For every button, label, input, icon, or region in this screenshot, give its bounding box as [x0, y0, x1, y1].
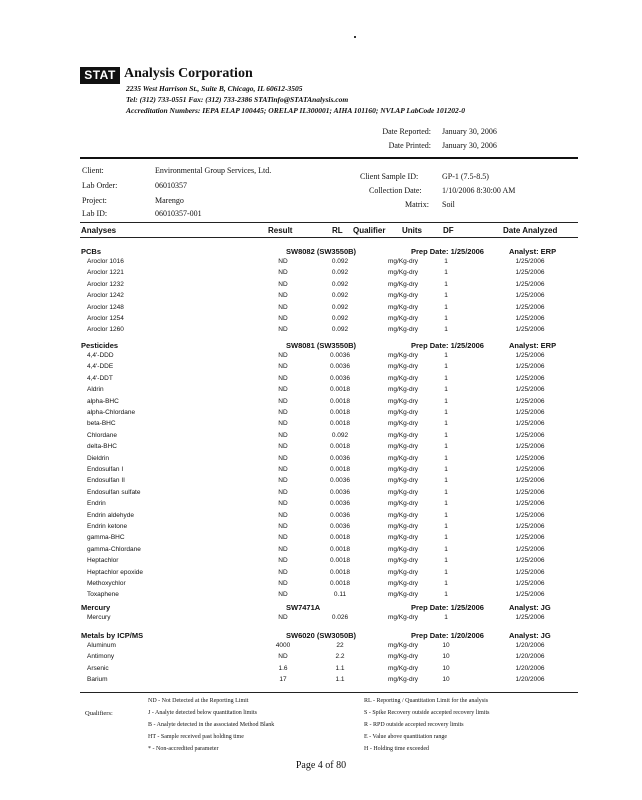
result-value: ND	[278, 315, 288, 322]
analyte-name: 4,4'-DDD	[87, 352, 114, 359]
date-analyzed: 1/25/2006	[515, 568, 545, 576]
client-value: Environmental Group Services, Ltd.	[155, 166, 272, 175]
reporting-limit: 0.092	[331, 292, 349, 300]
section-analyst: Analyst: JG	[509, 603, 551, 612]
qualifier-note: R - RPD outside accepted recovery limits	[364, 722, 464, 728]
dilution-factor: 1	[444, 580, 448, 587]
reporting-limit: 0.092	[331, 258, 349, 265]
section-analyst: Analyst: JG	[509, 631, 551, 640]
units-value: mg/Kg-dry	[388, 591, 418, 599]
page-number: Page 4 of 80	[295, 760, 347, 771]
dilution-factor: 10	[442, 653, 450, 661]
result-value: ND	[278, 269, 288, 277]
scan-speck	[354, 36, 356, 38]
analyte-name: gamma-BHC	[87, 534, 125, 542]
date-analyzed: 1/25/2006	[515, 352, 545, 359]
qualifiers-label: Qualifiers:	[85, 710, 113, 717]
date-analyzed: 1/25/2006	[515, 363, 545, 371]
reporting-limit: 0.0036	[330, 363, 350, 371]
date-analyzed: 1/20/2006	[515, 664, 545, 672]
results-end-divider	[80, 692, 578, 693]
dilution-factor: 1	[444, 280, 448, 288]
result-value: ND	[278, 557, 288, 565]
dilution-factor: 1	[444, 397, 448, 405]
accreditation-numbers: Accreditation Numbers: IEPA ELAP 100445; ORELAP IL300001; AIHA 101160; NVLAP LabCode 101202-0	[126, 106, 465, 115]
reporting-limit: 0.092	[331, 315, 349, 322]
analyte-name: Heptachlor epoxide	[87, 568, 144, 576]
units-value: mg/Kg-dry	[388, 523, 418, 530]
result-value: ND	[278, 386, 288, 394]
date-analyzed: 1/25/2006	[515, 326, 545, 334]
analyte-name: Dieldrin	[87, 454, 110, 462]
dilution-factor: 1	[444, 431, 448, 439]
dilution-factor: 1	[444, 488, 448, 496]
date-analyzed: 1/25/2006	[515, 523, 545, 530]
reporting-limit: 0.0018	[330, 545, 350, 553]
units-value: mg/Kg-dry	[388, 557, 418, 565]
reporting-limit: 0.0018	[330, 386, 350, 394]
reporting-limit: 0.0036	[330, 477, 350, 485]
qualifier-note: RL - Reporting / Quantitation Limit for the analysis	[364, 698, 489, 704]
col-qualifier: Qualifier	[353, 226, 386, 235]
dilution-factor: 1	[444, 292, 448, 300]
reporting-limit: 0.092	[331, 326, 349, 334]
dilution-factor: 1	[444, 557, 448, 565]
result-value: ND	[278, 511, 288, 519]
units-value: mg/Kg-dry	[388, 488, 418, 496]
reporting-limit: 0.0018	[330, 409, 350, 416]
lab-order-label: Lab Order:	[82, 181, 118, 190]
dilution-factor: 1	[444, 363, 448, 371]
units-value: mg/Kg-dry	[388, 374, 418, 382]
reporting-limit: 0.026	[331, 614, 349, 621]
reporting-limit: 0.0036	[330, 488, 350, 496]
analyte-name: Methoxychlor	[87, 580, 126, 587]
company-contact: Tel: (312) 733-0551 Fax: (312) 733-2386 STATinfo@STATAnalysis.com	[126, 95, 349, 104]
result-value: ND	[278, 303, 288, 311]
col-result: Result	[268, 226, 293, 235]
date-analyzed: 1/25/2006	[515, 420, 545, 428]
date-printed-label: Date Printed:	[388, 141, 431, 150]
reporting-limit: 22	[336, 642, 344, 649]
lab-id-label: Lab ID:	[82, 209, 108, 218]
units-value: mg/Kg-dry	[388, 653, 418, 661]
result-value: ND	[278, 614, 288, 621]
client-sample-id-label: Client Sample ID:	[360, 172, 419, 181]
section-title: Pesticides	[81, 341, 119, 350]
dilution-factor: 1	[444, 545, 448, 553]
units-value: mg/Kg-dry	[388, 258, 418, 265]
client-sample-id-value: GP-1 (7.5-8.5)	[442, 172, 489, 181]
reporting-limit: 0.0018	[330, 568, 350, 576]
date-printed-value: January 30, 2006	[442, 141, 497, 150]
result-value: ND	[278, 477, 288, 485]
result-value: ND	[278, 523, 288, 530]
company-name: Analysis Corporation	[124, 66, 253, 81]
dilution-factor: 1	[444, 326, 448, 334]
analyte-name: 4,4'-DDT	[87, 374, 113, 382]
result-value: ND	[278, 500, 288, 508]
result-value: 1.6	[278, 664, 288, 672]
lab-order-value: 06010357	[155, 181, 187, 190]
date-analyzed: 1/25/2006	[515, 386, 545, 394]
analyte-name: Toxaphene	[87, 591, 119, 599]
analyte-name: alpha-Chlordane	[87, 409, 136, 416]
date-analyzed: 1/25/2006	[515, 614, 545, 621]
date-analyzed: 1/25/2006	[515, 580, 545, 587]
col-analyses: Analyses	[81, 226, 117, 235]
dilution-factor: 1	[444, 374, 448, 382]
date-analyzed: 1/25/2006	[515, 488, 545, 496]
reporting-limit: 0.0036	[330, 523, 350, 530]
dilution-factor: 10	[442, 664, 450, 672]
dilution-factor: 1	[444, 443, 448, 451]
reporting-limit: 0.0036	[330, 374, 350, 382]
result-value: ND	[278, 443, 288, 451]
units-value: mg/Kg-dry	[388, 466, 418, 473]
reporting-limit: 0.0018	[330, 397, 350, 405]
units-value: mg/Kg-dry	[388, 280, 418, 288]
reporting-limit: 0.0036	[330, 352, 350, 359]
column-header-divider	[80, 237, 578, 238]
analyte-name: Mercury	[87, 614, 111, 621]
dilution-factor: 1	[444, 477, 448, 485]
analyte-name: Chlordane	[87, 431, 117, 439]
dilution-factor: 1	[444, 269, 448, 277]
qualifier-note: * - Non-accredited parameter	[148, 746, 219, 752]
project-label: Project:	[82, 196, 107, 205]
analyte-name: Antimony	[87, 653, 115, 661]
reporting-limit: 0.0036	[330, 511, 350, 519]
units-value: mg/Kg-dry	[388, 642, 418, 649]
analyte-name: Barium	[87, 676, 108, 684]
reporting-limit: 1.1	[335, 664, 345, 672]
analyte-name: Aroclor 1248	[87, 303, 124, 311]
qualifier-note: E - Value above quantitation range	[364, 734, 448, 740]
date-analyzed: 1/25/2006	[515, 280, 545, 288]
analyte-name: Endosulfan II	[87, 477, 125, 485]
reporting-limit: 0.0018	[330, 557, 350, 565]
reporting-limit: 0.0018	[330, 443, 350, 451]
reporting-limit: 0.11	[333, 591, 347, 599]
analyte-name: Aluminum	[87, 642, 116, 649]
analyte-name: Endrin	[87, 500, 106, 508]
section-prep-date: Prep Date: 1/25/2006	[411, 341, 484, 350]
date-analyzed: 1/25/2006	[515, 557, 545, 565]
dilution-factor: 1	[444, 315, 448, 322]
analyte-name: Aroclor 1254	[87, 315, 124, 322]
reporting-limit: 0.092	[331, 269, 349, 277]
date-analyzed: 1/25/2006	[515, 500, 545, 508]
result-value: ND	[278, 326, 288, 334]
section-title: Mercury	[81, 603, 111, 612]
info-divider	[80, 222, 578, 223]
qualifier-note: S - Spike Recovery outside accepted recovery limits	[364, 710, 490, 716]
units-value: mg/Kg-dry	[388, 420, 418, 428]
qualifier-note: B - Analyte detected in the associated Method Blank	[148, 722, 275, 728]
result-value: ND	[278, 397, 288, 405]
result-value: ND	[278, 352, 288, 359]
col-date-analyzed: Date Analyzed	[503, 226, 558, 235]
result-value: ND	[278, 568, 288, 576]
date-analyzed: 1/25/2006	[515, 292, 545, 300]
dilution-factor: 1	[444, 500, 448, 508]
section-method: SW6020 (SW3050B)	[286, 631, 357, 640]
units-value: mg/Kg-dry	[388, 614, 418, 621]
result-value: ND	[278, 545, 288, 553]
qualifier-note: ND - Not Detected at the Reporting Limit	[148, 698, 249, 704]
result-value: 17	[279, 676, 287, 684]
analyte-name: delta-BHC	[87, 443, 117, 451]
date-analyzed: 1/25/2006	[515, 269, 545, 277]
units-value: mg/Kg-dry	[388, 397, 418, 405]
qualifier-note: HT - Sample received past holding time	[148, 734, 244, 740]
date-analyzed: 1/25/2006	[515, 454, 545, 462]
section-prep-date: Prep Date: 1/20/2006	[411, 631, 484, 640]
units-value: mg/Kg-dry	[388, 315, 418, 322]
lab-id-value: 06010357-001	[155, 209, 202, 218]
result-value: ND	[278, 280, 288, 288]
units-value: mg/Kg-dry	[388, 326, 418, 334]
section-method: SW8082 (SW3550B)	[286, 247, 357, 256]
date-analyzed: 1/25/2006	[515, 477, 545, 485]
dilution-factor: 1	[444, 454, 448, 462]
section-prep-date: Prep Date: 1/25/2006	[411, 247, 484, 256]
result-value: ND	[278, 374, 288, 382]
units-value: mg/Kg-dry	[388, 409, 418, 416]
dilution-factor: 1	[444, 523, 448, 530]
col-units: Units	[402, 226, 422, 235]
units-value: mg/Kg-dry	[388, 454, 418, 462]
reporting-limit: 0.092	[331, 431, 349, 439]
dilution-factor: 1	[444, 534, 448, 542]
analyte-name: Endosulfan I	[87, 466, 124, 473]
units-value: mg/Kg-dry	[388, 477, 418, 485]
result-value: ND	[278, 466, 288, 473]
company-logo: STAT	[80, 67, 120, 84]
units-value: mg/Kg-dry	[388, 443, 418, 451]
units-value: mg/Kg-dry	[388, 292, 418, 300]
dilution-factor: 1	[444, 568, 448, 576]
section-title: PCBs	[81, 247, 102, 256]
section-analyst: Analyst: ERP	[509, 247, 557, 256]
date-analyzed: 1/25/2006	[515, 511, 545, 519]
section-analyst: Analyst: ERP	[509, 341, 557, 350]
reporting-limit: 1.1	[335, 676, 345, 684]
dilution-factor: 1	[444, 466, 448, 473]
dilution-factor: 1	[444, 409, 448, 416]
result-value: ND	[278, 292, 288, 300]
dilution-factor: 10	[442, 642, 450, 649]
analyte-name: Aldrin	[87, 386, 104, 394]
units-value: mg/Kg-dry	[388, 386, 418, 394]
result-value: 4000	[275, 642, 291, 649]
result-value: ND	[278, 420, 288, 428]
dilution-factor: 1	[444, 420, 448, 428]
date-reported-label: Date Reported:	[382, 127, 431, 136]
reporting-limit: 0.092	[331, 303, 349, 311]
matrix-value: Soil	[442, 200, 455, 209]
dilution-factor: 1	[444, 511, 448, 519]
result-value: ND	[278, 653, 288, 661]
dilution-factor: 10	[442, 676, 450, 684]
reporting-limit: 0.0036	[330, 454, 350, 462]
analyte-name: Endrin ketone	[87, 523, 128, 530]
units-value: mg/Kg-dry	[388, 676, 418, 684]
units-value: mg/Kg-dry	[388, 580, 418, 587]
analyte-name: Aroclor 1232	[87, 280, 124, 288]
col-rl: RL	[332, 226, 343, 235]
section-prep-date: Prep Date: 1/25/2006	[411, 603, 484, 612]
result-value: ND	[278, 534, 288, 542]
date-analyzed: 1/25/2006	[515, 303, 545, 311]
client-label: Client:	[82, 166, 104, 175]
date-analyzed: 1/25/2006	[515, 409, 545, 416]
analyte-name: Aroclor 1242	[87, 292, 124, 300]
collection-date-label: Collection Date:	[369, 186, 422, 195]
analyte-name: Endosulfan sulfate	[87, 488, 141, 496]
units-value: mg/Kg-dry	[388, 545, 418, 553]
dilution-factor: 1	[444, 258, 448, 265]
analyte-name: beta-BHC	[87, 420, 116, 428]
units-value: mg/Kg-dry	[388, 363, 418, 371]
units-value: mg/Kg-dry	[388, 269, 418, 277]
section-title: Metals by ICP/MS	[81, 631, 144, 640]
date-analyzed: 1/20/2006	[515, 676, 545, 684]
result-value: ND	[278, 363, 288, 371]
date-analyzed: 1/20/2006	[515, 642, 545, 649]
reporting-limit: 0.0018	[330, 466, 350, 473]
dilution-factor: 1	[444, 303, 448, 311]
date-analyzed: 1/20/2006	[515, 653, 545, 661]
date-analyzed: 1/25/2006	[515, 545, 545, 553]
analyte-name: alpha-BHC	[87, 397, 119, 405]
result-value: ND	[278, 258, 288, 265]
units-value: mg/Kg-dry	[388, 352, 418, 359]
units-value: mg/Kg-dry	[388, 511, 418, 519]
reporting-limit: 0.0018	[330, 580, 350, 587]
units-value: mg/Kg-dry	[388, 664, 418, 672]
result-value: ND	[278, 580, 288, 587]
units-value: mg/Kg-dry	[388, 431, 418, 439]
date-analyzed: 1/25/2006	[515, 315, 545, 322]
result-value: ND	[278, 591, 288, 599]
header-divider	[80, 157, 578, 159]
matrix-label: Matrix:	[405, 200, 429, 209]
analyte-name: Aroclor 1260	[87, 326, 124, 334]
analyte-name: gamma-Chlordane	[87, 545, 141, 553]
analyte-name: Heptachlor	[87, 557, 119, 565]
date-analyzed: 1/25/2006	[515, 258, 545, 265]
company-address: 2235 West Harrison St., Suite B, Chicago, IL 60612-3505	[126, 84, 303, 93]
date-analyzed: 1/25/2006	[515, 534, 545, 542]
date-analyzed: 1/25/2006	[515, 431, 545, 439]
date-analyzed: 1/25/2006	[515, 591, 545, 599]
date-analyzed: 1/25/2006	[515, 374, 545, 382]
reporting-limit: 0.0018	[330, 420, 350, 428]
result-value: ND	[278, 409, 288, 416]
analyte-name: Endrin aldehyde	[87, 511, 134, 519]
reporting-limit: 0.092	[331, 280, 349, 288]
dilution-factor: 1	[444, 591, 448, 599]
units-value: mg/Kg-dry	[388, 500, 418, 508]
units-value: mg/Kg-dry	[388, 534, 418, 542]
dilution-factor: 1	[444, 386, 448, 394]
reporting-limit: 2.2	[335, 653, 345, 661]
reporting-limit: 0.0018	[330, 534, 350, 542]
col-df: DF	[443, 226, 454, 235]
units-value: mg/Kg-dry	[388, 303, 418, 311]
analyte-name: Aroclor 1221	[87, 269, 124, 277]
analyte-name: Arsenic	[87, 664, 109, 672]
analyte-name: 4,4'-DDE	[87, 363, 114, 371]
date-analyzed: 1/25/2006	[515, 443, 545, 451]
date-analyzed: 1/25/2006	[515, 466, 545, 473]
analyte-name: Aroclor 1016	[87, 258, 124, 265]
collection-date-value: 1/10/2006 8:30:00 AM	[442, 186, 516, 195]
date-analyzed: 1/25/2006	[515, 397, 545, 405]
qualifier-note: J - Analyte detected below quantitation limits	[148, 710, 257, 716]
section-method: SW8081 (SW3550B)	[286, 341, 357, 350]
dilution-factor: 1	[444, 352, 448, 359]
reporting-limit: 0.0036	[330, 500, 350, 508]
dilution-factor: 1	[444, 614, 448, 621]
qualifier-note: H - Holding time exceeded	[364, 746, 429, 752]
units-value: mg/Kg-dry	[388, 568, 418, 576]
result-value: ND	[278, 431, 288, 439]
result-value: ND	[278, 454, 288, 462]
result-value: ND	[278, 488, 288, 496]
project-value: Marengo	[155, 196, 184, 205]
date-reported-value: January 30, 2006	[442, 127, 497, 136]
section-method: SW7471A	[286, 603, 321, 612]
